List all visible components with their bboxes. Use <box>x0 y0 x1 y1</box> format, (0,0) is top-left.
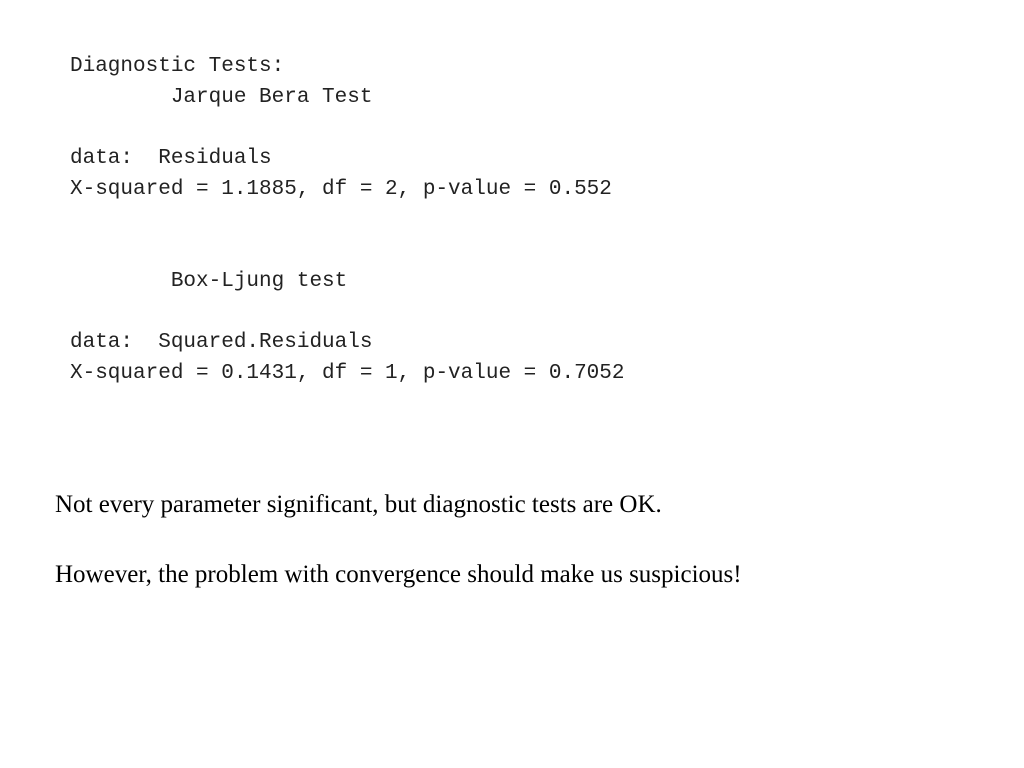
note-convergence-warning: However, the problem with convergence should make us suspicious! <box>55 561 742 588</box>
box-ljung-title: Box-Ljung test <box>70 269 348 293</box>
jarque-bera-title: Jarque Bera Test <box>70 85 373 109</box>
blank-line <box>70 206 625 237</box>
slide-notes <box>55 487 742 592</box>
box-ljung-data-line: data: Squared.Residuals <box>70 331 373 355</box>
jarque-bera-result-line: X-squared = 1.1885, df = 2, p-value = 0.552 <box>70 177 612 201</box>
jarque-bera-data-line: data: Residuals <box>70 147 272 171</box>
note-diagnostics-ok: Not every parameter significant, but diagnostic tests are OK. <box>55 491 662 518</box>
diagnostic-tests-header: Diagnostic Tests: <box>70 55 285 78</box>
blank-line <box>70 298 625 329</box>
console-output <box>70 52 625 390</box>
blank-line <box>70 236 625 267</box>
blank-line <box>70 113 625 144</box>
box-ljung-result-line: X-squared = 0.1431, df = 1, p-value = 0.7052 <box>70 361 625 385</box>
